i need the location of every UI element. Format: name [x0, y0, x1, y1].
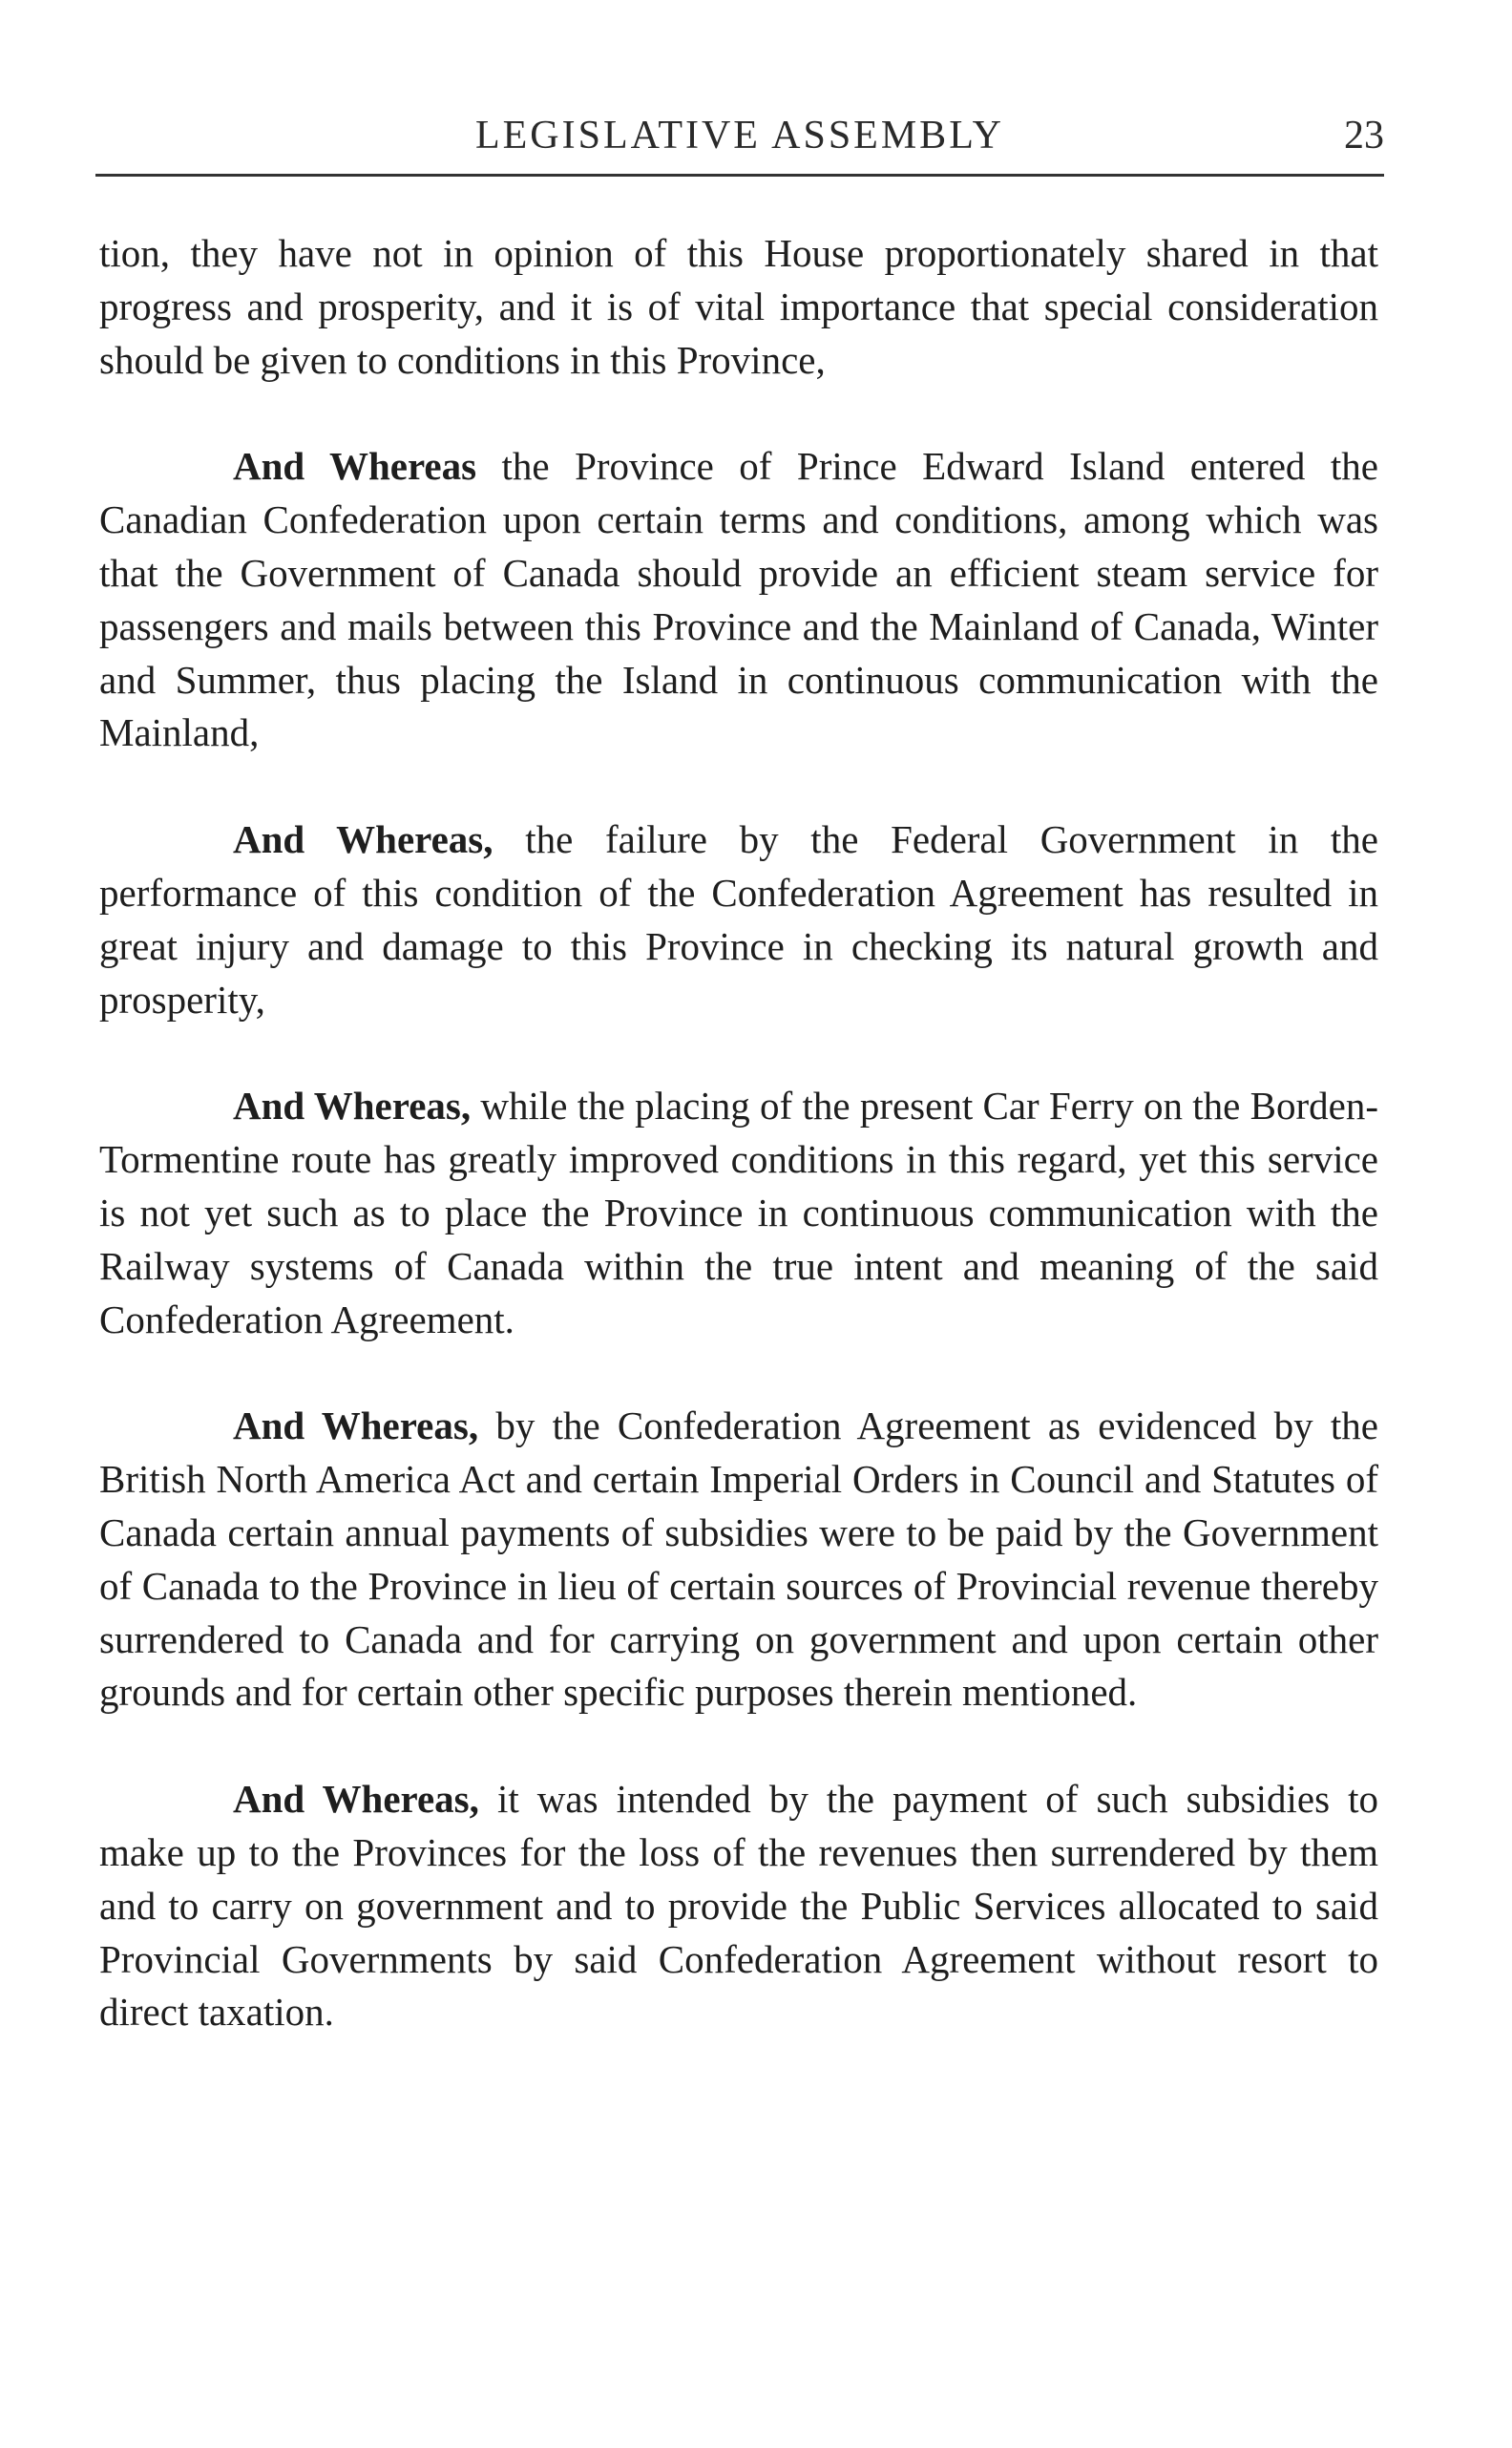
- paragraph-whereas: [99, 1400, 1378, 1720]
- running-title: LEGISLATIVE ASSEMBLY: [475, 114, 1004, 158]
- paragraph-whereas: [99, 813, 1378, 1026]
- paragraph-lead: And Whereas,: [233, 1777, 479, 1822]
- paragraph-text: it was intended by the payment of such subsidies to make up to the Provinces for the loss of the revenues then surrendered by them and to carry on government and to provide the Public Services allocated to said Provincial Governments by said Confederation Agreement without resort to direct taxation.: [99, 1777, 1378, 2035]
- paragraph-text: the Province of Prince Edward Island entered the Canadian Confederation upon certain terms and conditions, among which was that the Government of Canada should provide an efficient steam service for passengers and mails between this Province and the Mainland of Canada, Winter and Summer, thus placing the Island in continuous communication with the Mainland,: [99, 444, 1378, 755]
- header-rule: [95, 174, 1384, 177]
- paragraph-lead: And Whereas,: [233, 817, 494, 862]
- paragraph-lead: And Whereas,: [233, 1084, 472, 1129]
- paragraph-text: tion, they have not in opinion of this House proportionately shared in that progress and prosperity, and it is of vital importance that special consideration should be given to conditions in this Province,: [99, 231, 1378, 382]
- paragraph-continuation: [99, 227, 1378, 387]
- running-head: [95, 113, 1384, 170]
- paragraph-text: while the placing of the present Car Ferry on the Borden-Tormentine route has greatly improved conditions in this regard, yet this service is not yet such as to place the Province in continuous communication with the Railway systems of Canada within the true intent and meaning of the said Confederation Agreement.: [99, 1084, 1378, 1341]
- paragraph-whereas: [99, 1080, 1378, 1346]
- body-text: [99, 227, 1378, 2039]
- paragraph-lead: And Whereas: [233, 444, 477, 489]
- paragraph-text: by the Confederation Agreement as evidenced by the British North America Act and certain Imperial Orders in Council and Statutes of Canada certain annual payments of subsidies were to be paid by the Government of Canada to the Province in lieu of certain sources of Provincial revenue thereby surrendered to Canada and for carrying on government and upon certain other grounds and for certain other specific purposes therein mentioned.: [99, 1403, 1378, 1715]
- paragraph-whereas: [99, 1773, 1378, 2039]
- page-number: 23: [1344, 114, 1384, 158]
- paragraph-lead: And Whereas,: [233, 1403, 479, 1448]
- paragraph-whereas: [99, 440, 1378, 760]
- paragraph-text: the failure by the Federal Government in the performance of this condition of the Confederation Agreement has resulted in great injury and damage to this Province in checking its natural growth and prosperity,: [99, 817, 1378, 1022]
